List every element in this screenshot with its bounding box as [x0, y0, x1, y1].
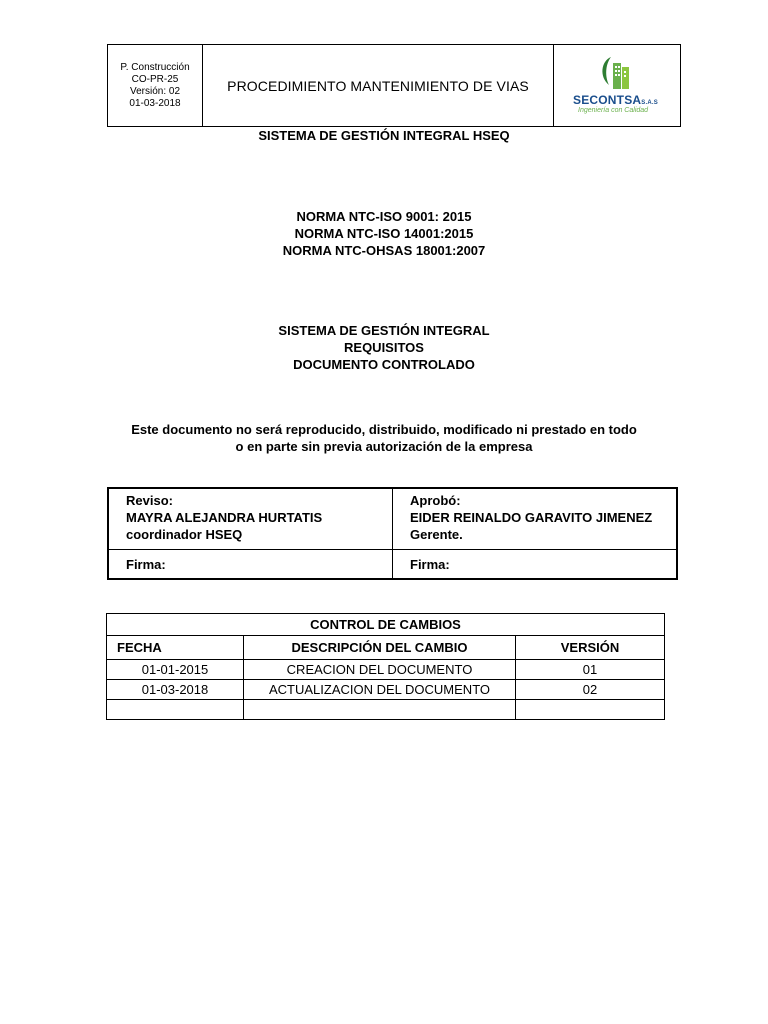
reviewed-label: Reviso:: [126, 493, 173, 508]
meta-process: P. Construcción: [120, 61, 190, 73]
document-header: [107, 44, 681, 127]
table-row: [107, 660, 665, 680]
table-row: [107, 680, 665, 700]
confidentiality-notice: [0, 421, 768, 455]
row-version: [516, 700, 665, 720]
approved-role: Gerente.: [410, 527, 463, 542]
change-control-header: [107, 636, 665, 660]
logo-suffix: S.A.S: [641, 100, 658, 106]
norm-14001: NORMA NTC-ISO 14001:2015: [294, 226, 474, 241]
sgi-controlled: DOCUMENTO CONTROLADO: [293, 357, 475, 372]
approved-label: Aprobó:: [410, 493, 461, 508]
meta-version: Versión: 02: [129, 85, 181, 97]
row-version: 01: [516, 660, 665, 680]
header-version: VERSIÓN: [516, 636, 665, 660]
approved-cell: [393, 488, 678, 550]
norm-18001: NORMA NTC-OHSAS 18001:2007: [282, 243, 486, 258]
row-description: ACTUALIZACION DEL DOCUMENTO: [244, 680, 516, 700]
change-control-title: CONTROL DE CAMBIOS: [107, 614, 665, 636]
logo-company-name: SECONTSAS.A.S: [573, 93, 658, 107]
reviewed-name: MAYRA ALEJANDRA HURTATIS: [126, 510, 323, 525]
logo-tagline: Ingeniería con Calidad: [578, 107, 649, 114]
row-date: 01-03-2018: [107, 680, 244, 700]
notice-line-1: Este documento no será reproducido, distribuido, modificado ni prestado en todo: [131, 422, 637, 437]
row-date: [107, 700, 244, 720]
company-logo: [554, 45, 681, 127]
approved-signature: Firma:: [393, 550, 678, 580]
sgi-block: [0, 322, 768, 373]
row-date: 01-01-2015: [107, 660, 244, 680]
header-date: FECHA: [107, 636, 244, 660]
system-subtitle: SISTEMA DE GESTIÓN INTEGRAL HSEQ: [258, 128, 510, 143]
sgi-requirements: REQUISITOS: [344, 340, 424, 355]
norms-block: [0, 208, 768, 259]
document-title: PROCEDIMIENTO MANTENIMIENTO DE VIAS: [203, 45, 554, 127]
notice-line-2: o en parte sin previa autorización de la empresa: [235, 439, 533, 454]
signature-table: [107, 487, 678, 580]
sgi-title: SISTEMA DE GESTIÓN INTEGRAL: [278, 323, 490, 338]
table-row: [107, 700, 665, 720]
approved-name: EIDER REINALDO GARAVITO JIMENEZ: [410, 510, 653, 525]
change-control-table: [106, 613, 665, 720]
norm-9001: NORMA NTC-ISO 9001: 2015: [296, 209, 472, 224]
header-description: DESCRIPCIÓN DEL CAMBIO: [244, 636, 516, 660]
reviewed-signature: Firma:: [108, 550, 393, 580]
row-description: [244, 700, 516, 720]
reviewed-role: coordinador HSEQ: [126, 527, 243, 542]
document-meta: [108, 45, 203, 127]
reviewed-cell: [108, 488, 393, 550]
meta-code: CO-PR-25: [131, 73, 179, 85]
meta-date: 01-03-2018: [129, 97, 181, 109]
row-version: 02: [516, 680, 665, 700]
building-logo-icon: [597, 55, 637, 93]
row-description: CREACION DEL DOCUMENTO: [244, 660, 516, 680]
